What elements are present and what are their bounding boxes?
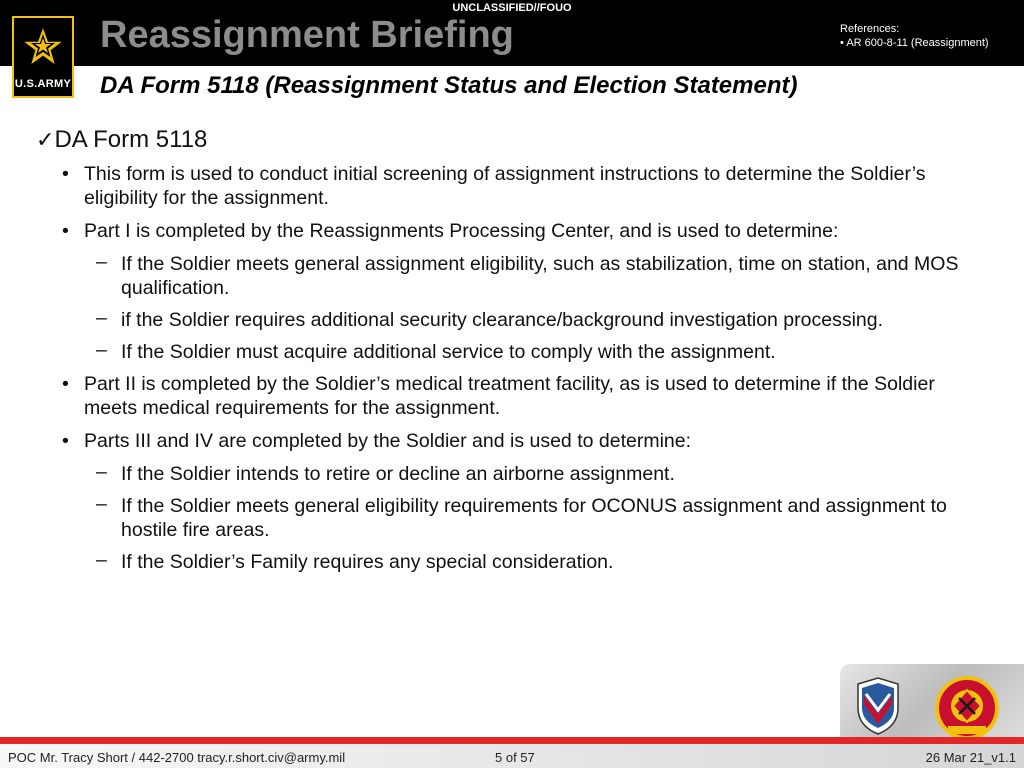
sub-bullet-item: – If the Soldier’s Family requires any special consideration. xyxy=(36,550,976,574)
reference-item: • AR 600-8-11 (Reassignment) xyxy=(840,36,989,50)
content-heading xyxy=(36,126,976,154)
insignia-panel xyxy=(840,664,1024,738)
sub-bullet-item: – If the Soldier must acquire additional service to comply with the assignment. xyxy=(36,340,976,364)
army-logo-text: U.S.ARMY xyxy=(14,78,72,90)
footer-accent-bar xyxy=(0,737,1024,744)
references-label: References: xyxy=(840,23,900,35)
sub-bullet-item: – If the Soldier meets general assignment eligibility, such as stabilization, time on station, and MOS qualification. xyxy=(36,252,976,300)
bullet-item: • Parts III and IV are completed by the Soldier and is used to determine: xyxy=(36,429,976,453)
amc-shield-icon xyxy=(858,678,898,734)
slide-subtitle: DA Form 5118 (Reassignment Status and Election Statement) xyxy=(100,72,798,99)
insignia-graphics xyxy=(840,664,1024,738)
page-title: Reassignment Briefing xyxy=(100,14,514,56)
footer-poc: POC Mr. Tracy Short / 442-2700 tracy.r.short.civ@army.mil xyxy=(8,750,346,765)
references-block xyxy=(840,22,989,50)
page-number: 5 of 57 xyxy=(495,750,535,765)
slide-content xyxy=(36,126,976,582)
footer-version: 26 Mar 21_v1.1 xyxy=(925,750,1016,765)
army-star-icon xyxy=(20,24,66,70)
content-heading-text: DA Form 5118 xyxy=(54,126,208,153)
sub-bullet-item: – if the Soldier requires additional security clearance/background investigation processing. xyxy=(36,308,976,332)
bullet-item: • Part I is completed by the Reassignments Processing Center, and is used to determine: xyxy=(36,219,976,243)
footer-bar xyxy=(0,744,1024,768)
classification-banner: UNCLASSIFIED//FOUO xyxy=(452,2,572,14)
bullet-item: • This form is used to conduct initial screening of assignment instructions to determine the Soldier’s eligibility for the assignment. xyxy=(36,162,976,210)
army-logo xyxy=(12,16,74,98)
references-list xyxy=(840,36,989,50)
sub-bullet-item: – If the Soldier meets general eligibility requirements for OCONUS assignment and assignment to hostile fire areas. xyxy=(36,494,976,542)
checkmark-icon: ✓ xyxy=(36,127,55,152)
sub-bullet-item: – If the Soldier intends to retire or decline an airborne assignment. xyxy=(36,462,976,486)
support-seal-icon xyxy=(937,678,997,738)
bullet-item: • Part II is completed by the Soldier’s medical treatment facility, as is used to determine if the Soldier meets medical requirements for the assignment. xyxy=(36,372,976,420)
